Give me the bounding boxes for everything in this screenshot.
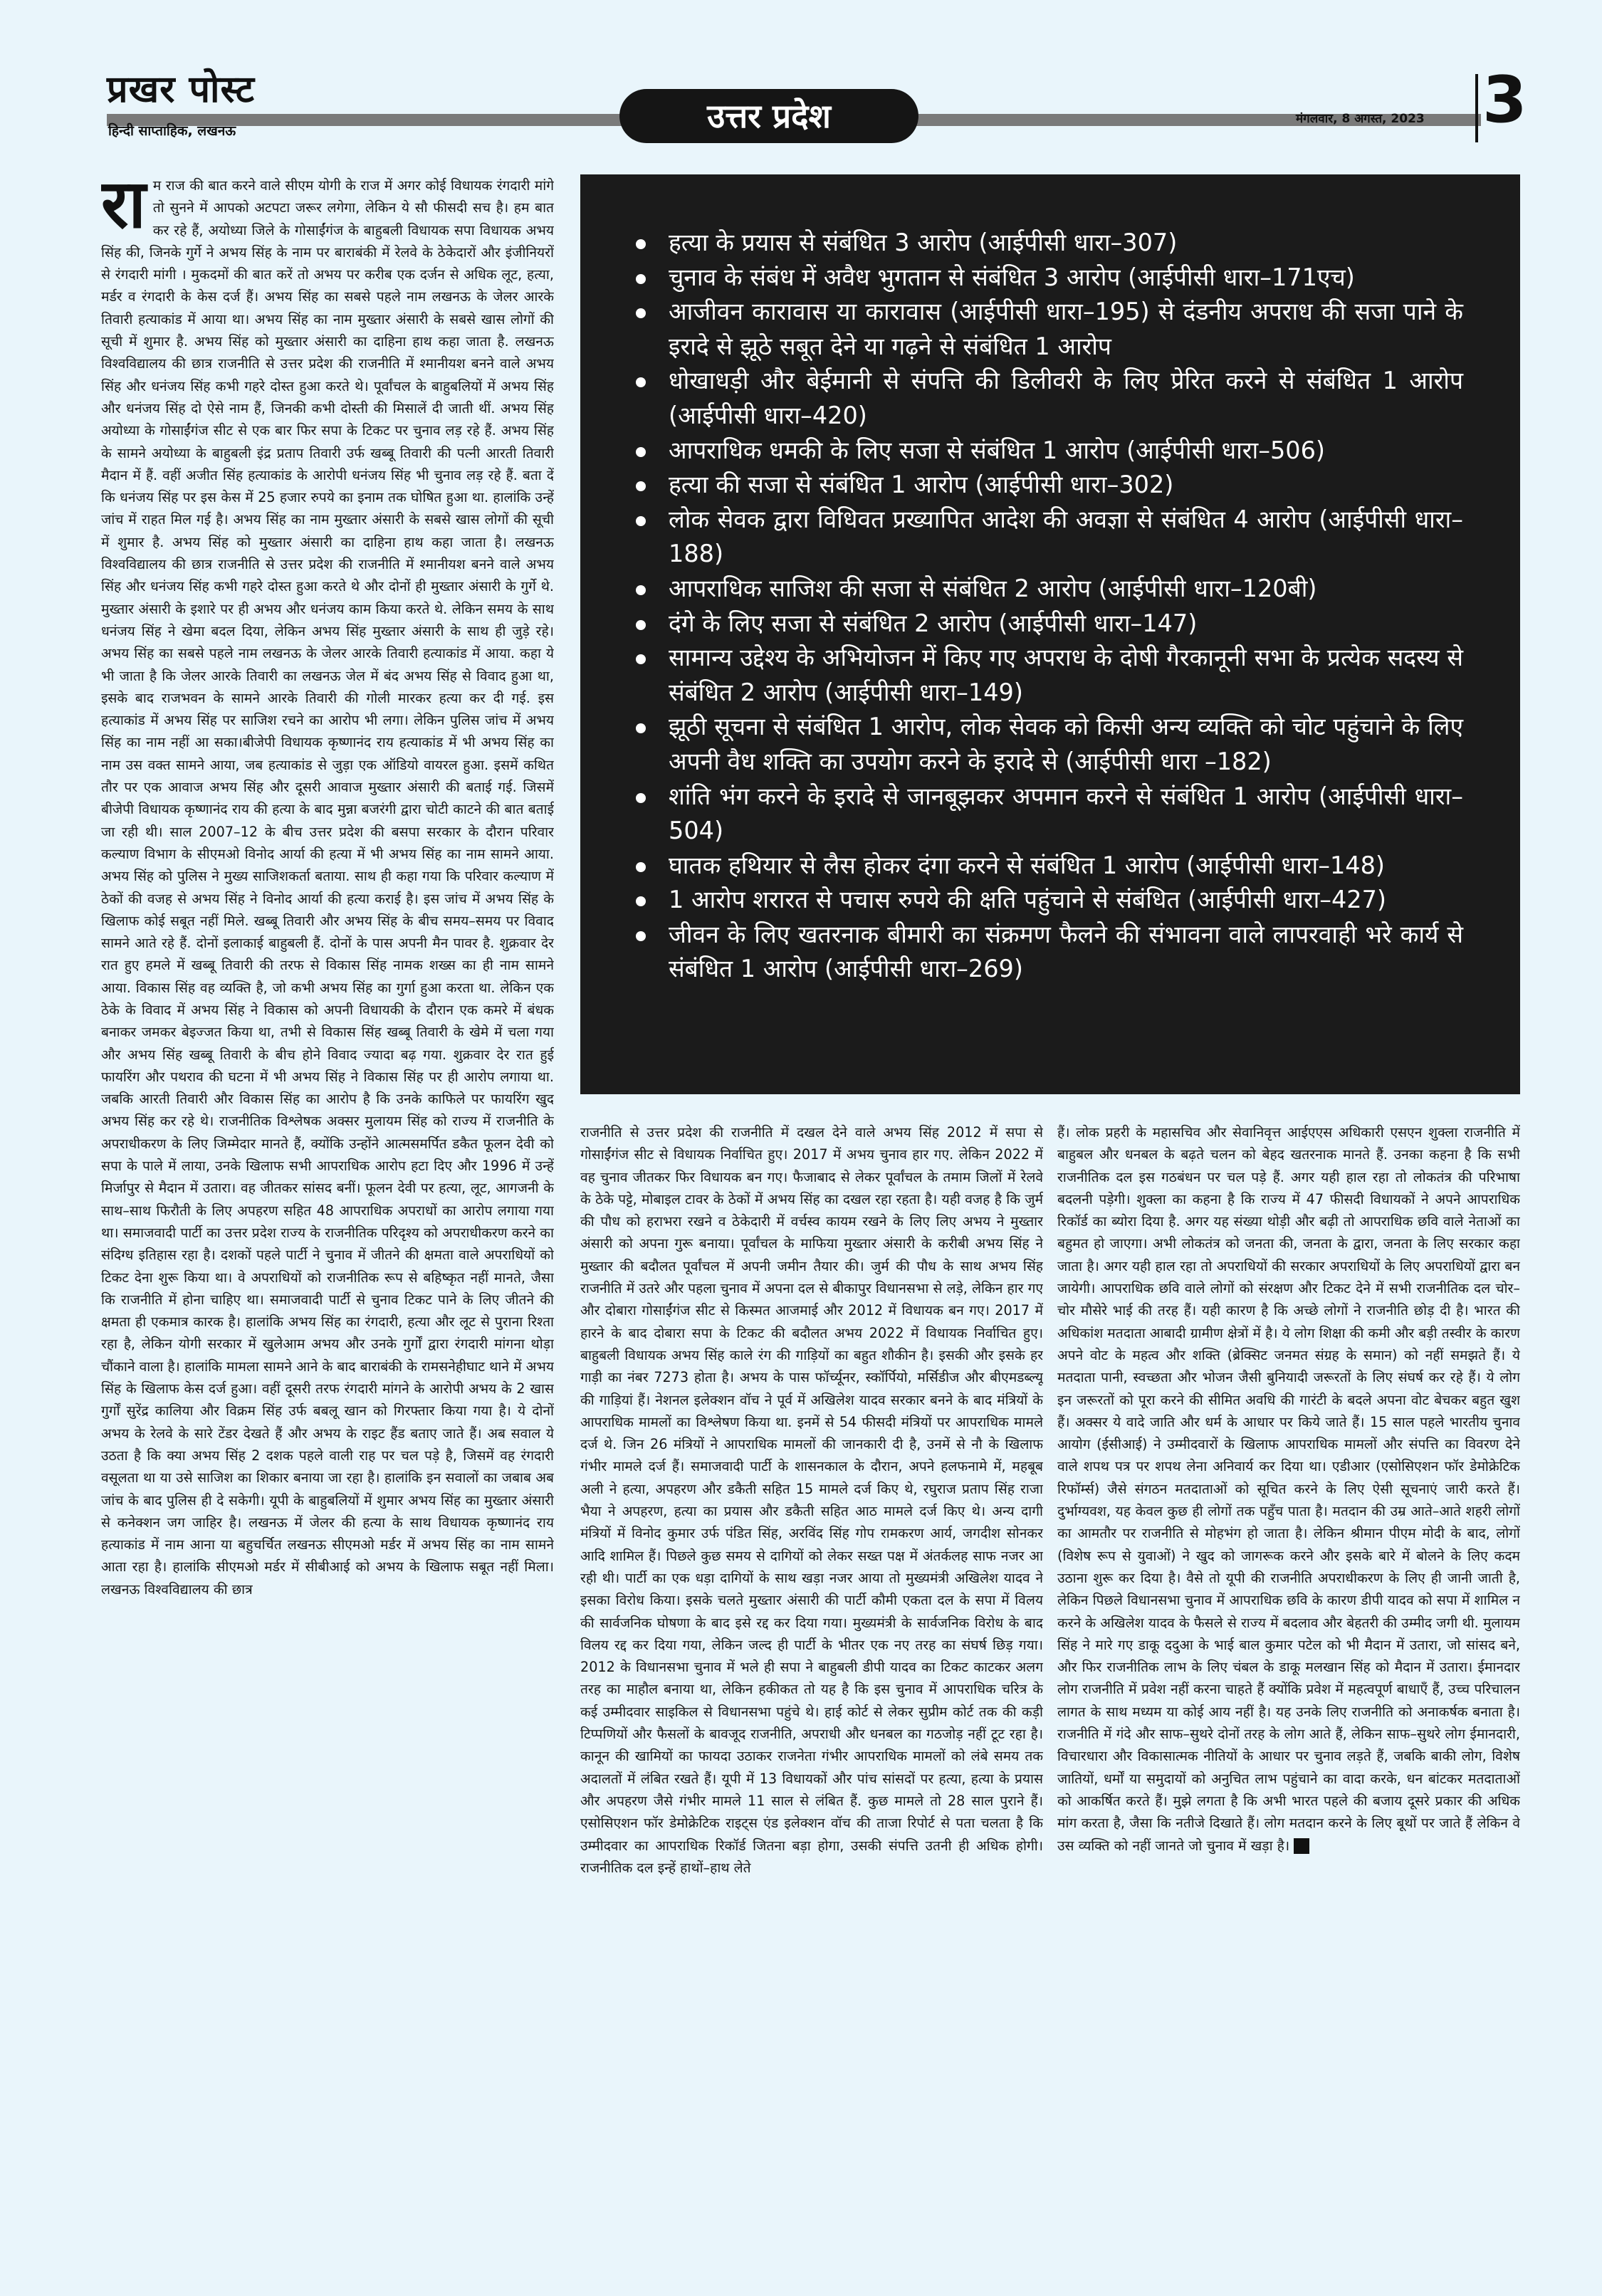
issue-date: मंगलवार, 8 अगस्त, 2023 (1296, 112, 1425, 126)
charge-item: आपराधिक साजिश की सजा से संबंधित 2 आरोप (आईपीसी धारा–120बी) (630, 572, 1463, 607)
page-number: 3 (1482, 63, 1527, 137)
charge-item: दंगे के लिए सजा से संबंधित 2 आरोप (आईपीसी धारा–147) (630, 607, 1463, 641)
column-1-text: म राज की बात करने वाले सीएम योगी के राज में अगर कोई विधायक रंगदारी मांगे तो सुनने में आपको अटपटा जरूर लगेगा, लेकिन ये सौ फीसदी सच है। हम बात कर रहे हैं, अयोध्या जिले के गोसाईंगंज के बाहुबली विधायक सपा विधायक अभय सिंह की, जिनके गुर्गे ने अभय सिंह के नाम पर बाराबंकी में रेलवे के ठेकेदारों और इंजीनियरों से रंगदारी मांगी । मुकदमों की बात करें तो अभय पर करीब एक दर्जन से अधिक लूट, हत्या, मर्डर व रंगदारी के केस दर्ज हैं। अभय सिंह का सबसे पहले नाम लखनऊ के जेलर आरके तिवारी हत्याकांड में आया था। अभय सिंह का नाम मुख्तार अंसारी के सबसे खास लोगों की सूची में शुमार है. अभय सिंह को मुख्तार अंसारी का दाहिना हाथ कहा जाता है. लखनऊ विश्वविद्यालय की छात्र राजनीति से उत्तर प्रदेश की राजनीति में श्मानीयश बनने वाले अभय सिंह और धनंजय सिंह कभी गहरे दोस्त हुआ करते थे। पूर्वांचल के बाहुबलियों में अभय सिंह और धनंजय सिंह दो ऐसे नाम हैं, जिनकी कभी दोस्ती की मिसालें दी जाती थीं. अभय सिंह अयोध्या के गोसाईंगंज सीट से एक बार फिर सपा के टिकट पर चुनाव लड़ रहे हैं. अभय सिंह के सामने अयोध्या के बाहुबली इंद्र प्रताप तिवारी उर्फ खब्बू तिवारी की पत्नी आरती तिवारी मैदान में हैं. वहीं अजीत सिंह हत्याकांड के आरोपी धनंजय सिंह भी चुनाव लड़ रहे हैं. बता दें कि धनंजय सिंह पर इस केस में 25 हजार रुपये का इनाम तक घोषित हुआ था. हालांकि उन्हें जांच में राहत मिल गई है। अभय सिंह का नाम मुख्तार अंसारी के सबसे खास लोगों की सूची में शुमार है. अभय सिंह को मुख्तार अंसारी का दाहिना हाथ कहा जाता है। लखनऊ विश्वविद्यालय की छात्र राजनीति से उत्तर प्रदेश की राजनीति में श्मानीयश बनने वाले अभय सिंह और धनंजय सिंह कभी गहरे दोस्त हुआ करते थे और दोनों ही मुख्तार अंसारी के गुर्गे थे. मुख्तार अंसारी के इशारे पर ही अभय और धनंजय काम किया करते थे. लेकिन समय के साथ धनंजय सिंह ने खेमा बदल दिया, लेकिन अभय सिंह मुख्तार अंसारी के साथ ही जुड़े रहे। अभय सिंह का सबसे पहले नाम लखनऊ के जेलर आरके तिवारी हत्याकांड में आया. कहा ये भी जाता है कि जेलर आरके तिवारी का लखनऊ जेल में बंद अभय सिंह से विवाद हुआ था, इसके बाद राजभवन के सामने आरके तिवारी की गोली मारकर हत्या कर दी गई. इस हत्याकांड में अभय सिंह पर साजिश रचने का आरोप भी लगा। लेकिन पुलिस जांच में अभय सिंह का नाम नहीं आ सका।बीजेपी विधायक कृष्णानंद राय हत्याकांड में भी अभय सिंह का नाम उस वक्त सामने आया, जब हत्याकांड से जुड़ा एक ऑडियो वायरल हुआ. इसमें कथित तौर पर एक आवाज अभय सिंह और दूसरी आवाज मुख्तार अंसारी की बताई गई. जिसमें बीजेपी विधायक कृष्णानंद राय की हत्या के बाद मुन्ना बजरंगी द्वारा चोटी काटने की बात बताई जा रही थी। साल 2007–12 के बीच उत्तर प्रदेश की बसपा सरकार के दौरान परिवार कल्याण विभाग के सीएमओ विनोद आर्या की हत्या में भी अभय सिंह का नाम सामने आया. अभय सिंह को पुलिस ने मुख्य साजिशकर्ता बताया. साथ ही कहा गया कि परिवार कल्याण में ठेकों की वजह से अभय सिंह ने विनोद आर्या की हत्या कराई है। इस जांच में अभय सिंह के खिलाफ कोई सबूत नहीं मिले. खब्बू तिवारी और अभय सिंह के बीच समय–समय पर विवाद सामने आते रहे हैं. दोनों इलाकाई बाहुबली हैं. दोनों के पास अपनी मैन पावर है. शुक्रवार देर रात हुए हमले में खब्बू तिवारी की तरफ से विकास सिंह नामक शख्स का ही नाम सामने आया. विकास सिंह वह व्यक्ति है, जो कभी अभय सिंह का गुर्गा हुआ करता था. लेकिन एक ठेके के विवाद में अभय सिंह ने विकास को अपनी विधायकी के दौरान एक कमरे में बंधक बनाकर जमकर बेइज्जत किया था, तभी से विकास सिंह खब्बू तिवारी के खेमे में चला गया और अभय सिंह खब्बू तिवारी के बीच होने विवाद ज्यादा बढ़ गया. शुक्रवार देर रात हुई फायरिंग और पथराव की घटना में भी अभय सिंह ने विकास सिंह पर ही आरोप लगाया था. जबकि आरती तिवारी और विकास सिंह का आरोप है कि उनके काफिले पर फायरिंग खुद अभय सिंह कर रहे थे। राजनीतिक विश्लेषक अक्सर मुलायम सिंह को राज्य में राजनीति के अपराधीकरण के लिए जिम्मेदार मानते हैं, क्योंकि उन्होंने आत्मसमर्पित डकैत फूलन देवी को सपा के पाले में लाया, उनके खिलाफ सभी आपराधिक आरोप हटा दिए और 1996 में उन्हें मिर्जापुर से मैदान में उतारा। वह जीतकर सांसद बनीं। फूलन देवी पर हत्या, लूट, आगजनी के साथ–साथ फिरौती के लिए अपहरण सहित 48 आपराधिक अपराधों का आरोप लगाया गया था। समाजवादी पार्टी का उत्तर प्रदेश राज्य के राजनीतिक परिदृश्य को अपराधीकरण करने का संदिग्ध इतिहास रहा है। दशकों पहले पार्टी ने चुनाव में जीतने की क्षमता वाले अपराधियों को टिकट देना शुरू किया था। वे अपराधियों को राजनीतिक रूप से बहिष्कृत नहीं मानते, जैसा कि राजनीति में होना चाहिए था। समाजवादी पार्टी से चुनाव टिकट पाने के लिए जीतने की क्षमता ही एकमात्र कारक है। हालांकि अभय सिंह का रंगदारी, हत्या और लूट से पुराना रिश्ता रहा है, लेकिन योगी सरकार में खुलेआम अभय और उनके गुर्गों द्वारा रंगदारी मांगना थोड़ा चौंकाने वाला है। हालांकि मामला सामने आने के बाद बाराबंकी के रामसनेहीघाट थाने में अभय सिंह के खिलाफ केस दर्ज हुआ। वहीं दूसरी तरफ रंगदारी मांगने के आरोपी अभय के 2 खास गुर्गों सुरेंद्र कालिया और विक्रम सिंह उर्फ बबलू खान को गिरफ्तार किया गया है। ये दोनों अभय के रेलवे के सारे टेंडर देखते हैं और अभय के राइट हैंड बताए जाते हैं। अब सवाल ये उठता है कि क्या अभय सिंह 2 दशक पहले वाली राह पर चल पड़े है, जिसमें वह रंगदारी वसूलता था या उसे साजिश का शिकार बनाया जा रहा है। हालांकि इन सवालों का जबाब अब जांच के बाद पुलिस ही दे सकेगी। यूपी के बाहुबलियों में शुमार अभय सिंह का मुख्तार अंसारी से कनेक्शन जग जाहिर है। लखनऊ में जेलर की हत्या के साथ विधायक कृष्णानंद राय हत्याकांड में नाम आना या बहुचर्चित लखनऊ सीएमओ मर्डर में अभय सिंह का नाम सामने आता रहा है। हालांकि सीएमओ मर्डर में सीबीआई को अभय के खिलाफ सबूत नहीं मिला। लखनऊ विश्वविद्यालय की छात्र (101, 177, 554, 1598)
charges-box (580, 174, 1520, 1094)
page-number-divider (1475, 74, 1478, 142)
charges-list (580, 174, 1520, 987)
charge-item: 1 आरोप शरारत से पचास रुपये की क्षति पहुंचाने से संबंधित (आईपीसी धारा–427) (630, 883, 1463, 918)
charge-item: हत्या के प्रयास से संबंधित 3 आरोप (आईपीसी धारा–307) (630, 226, 1463, 261)
article-paragraph-3 (1057, 1121, 1520, 1857)
charge-item: झूठी सूचना से संबंधित 1 आरोप, लोक सेवक को किसी अन्य व्यक्ति को चोट पहुंचाने के लिए अपनी वैध शक्ति का उपयोग करने के इरादे से (आईपीसी धारा –182) (630, 710, 1463, 779)
article-column-3 (1057, 1121, 1520, 2189)
masthead-brand: प्रखर पोस्ट (107, 68, 255, 111)
column-2-text: राजनीति से उत्तर प्रदेश की राजनीति में दखल देने वाले अभय सिंह 2012 में सपा से गोसाईंगंज सीट से विधायक निर्वाचित हुए। 2017 में अभय चुनाव हार गए. लेकिन 2022 में वह चुनाव जीतकर फिर विधायक बन गए। फैजाबाद से लेकर पूर्वांचल के तमाम जिलों में रेलवे के ठेके पट्टे, मोबाइल टावर के ठेकों में अभय सिंह का दखल रहा रहता है। यही वजह है कि जुर्म की पौध को हराभरा रखने व ठेकेदारी में वर्चस्व कायम रखने के लिए लिए अभय ने मुख्तार अंसारी को अपना गुरू बनाया। पूर्वांचल के माफिया मुख्तार अंसारी के करीबी अभय सिंह ने मुख्तार की बदौलत पूर्वांचल में अपनी जमीन तैयार की। जुर्म की पौध के साथ अभय सिंह राजनीति में उतरे और पहला चुनाव में अपना दल से बीकापुर विधानसभा से लड़े, लेकिन हार गए और दोबारा गोसाईंगंज सीट से किस्मत आजमाई और 2012 में विधायक बन गए। 2017 में हारने के बाद दोबारा सपा के टिकट की बदौलत अभय 2022 में विधायक निर्वाचित हुए। बाहुबली विधायक अभय सिंह काले रंग की गाड़ियों का बहुत शौकीन है। इसकी और इसके हर गाड़ी का नंबर 7273 होता है। अभय के पास फॉर्च्यूनर, स्कॉर्पियो, मर्सिडीज और बीएमडब्ल्यू की गाड़ियां हैं। नेशनल इलेक्शन वॉच ने पूर्व में अखिलेश यादव सरकार बनने के बाद मंत्रियों के आपराधिक मामलों का विश्लेषण किया था. इनमें से 54 फीसदी मंत्रियों पर आपराधिक मामले दर्ज थे. जिन 26 मंत्रियों ने आपराधिक मामलों की जानकारी दी है, उनमें से नौ के खिलाफ गंभीर मामले दर्ज हैं। समाजवादी पार्टी के शासनकाल के दौरान, अपने हलफनामे में, महबूब अली ने हत्या, अपहरण और डकैती सहित 15 मामले दर्ज किए थे, रघुराज प्रताप सिंह राजा भैया ने अपहरण, हत्या का प्रयास और डकैती सहित आठ मामले दर्ज किए थे। अन्य दागी मंत्रियों में विनोद कुमार उर्फ पंडित सिंह, अरविंद सिंह गोप रामकरण आर्य, जगदीश सोनकर आदि शामिल हैं। पिछले कुछ समय से दागियों को लेकर सख्त पक्ष में अंतर्कलह साफ नजर आ रही थी। पार्टी का एक धड़ा दागियों के साथ खड़ा नजर आया तो मुख्यमंत्री अखिलेश यादव ने इसका विरोध किया। इसके चलते मुख्तार अंसारी की पार्टी कौमी एकता दल के सपा में विलय की सार्वजनिक घोषणा के बाद इसे रद्द कर दिया गया। मुख्यमंत्री के सार्वजनिक विरोध के बाद विलय रद्द कर दिया गया, लेकिन जल्द ही पार्टी के भीतर एक नए तरह का संघर्ष छिड़ गया। 2012 के विधानसभा चुनाव में भले ही सपा ने बाहुबली डीपी यादव का टिकट काटकर अलग तरह का माहौल बनाया था, लेकिन हकीकत तो यह है कि इस चुनाव में आपराधिक चरित्र के कई उम्मीदवार साइकिल से विधानसभा पहुंचे थे। हाई कोर्ट से लेकर सुप्रीम कोर्ट तक की कड़ी टिप्पणियों और फैसलों के बावजूद राजनीति, अपराधी और धनबल का गठजोड़ नहीं टूट रहा है। कानून की खामियों का फायदा उठाकर राजनेता गंभीर आपराधिक मामलों को लंबे समय तक अदालतों में लंबित रखते हैं। यूपी में 13 विधायकों और पांच सांसदों पर हत्या, हत्या के प्रयास और अपहरण जैसे गंभीर मामले 11 साल से लंबित हैं. कुछ मामले तो 28 साल पुराने हैं। एसोसिएशन फॉर डेमोक्रेटिक राइट्स एंड इलेक्शन वॉच की ताजा रिपोर्ट से पता चलता है कि उम्मीदवार का आपराधिक रिकॉर्ड जितना बड़ा होगा, उसकी संपत्ति उतनी ही अधिक होगी। राजनीतिक दल इन्हें हाथों–हाथ लेते (580, 1124, 1043, 1876)
charge-item: शांति भंग करने के इरादे से जानबूझकर अपमान करने से संबंधित 1 आरोप (आईपीसी धारा–504) (630, 780, 1463, 849)
charge-item: हत्या की सजा से संबंधित 1 आरोप (आईपीसी धारा–302) (630, 468, 1463, 503)
masthead-subtitle: हिन्दी साप्ताहिक, लखनऊ (108, 123, 236, 139)
article-column-1 (101, 174, 554, 2196)
charge-item: चुनाव के संबंध में अवैध भुगतान से संबंधित 3 आरोप (आईपीसी धारा–171एच) (630, 261, 1463, 295)
article-column-2 (580, 1121, 1043, 2189)
charge-item: सामान्य उद्देश्य के अभियोजन में किए गए अपराध के दोषी गैरकानूनी सभा के प्रत्येक सदस्य से संबंधित 2 आरोप (आईपीसी धारा–149) (630, 641, 1463, 710)
charge-item: लोक सेवक द्वारा विधिवत प्रख्यापित आदेश की अवज्ञा से संबंधित 4 आरोप (आईपीसी धारा–188) (630, 503, 1463, 572)
charge-item: जीवन के लिए खतरनाक बीमारी का संक्रमण फैलने की संभावना वाले लापरवाही भरे कार्य से संबंधित 1 आरोप (आईपीसी धारा–269) (630, 918, 1463, 987)
end-mark (1294, 1838, 1309, 1854)
charge-item: आपराधिक धमकी के लिए सजा से संबंधित 1 आरोप (आईपीसी धारा–506) (630, 434, 1463, 468)
charge-item: घातक हथियार से लैस होकर दंगा करने से संबंधित 1 आरोप (आईपीसी धारा–148) (630, 849, 1463, 884)
section-title: उत्तर प्रदेश (619, 89, 918, 143)
charge-item: आजीवन कारावास या कारावास (आईपीसी धारा–195) से दंडनीय अपराध की सजा पाने के इरादे से झूठे सबूत देने या गढ़ने से संबंधित 1 आरोप (630, 295, 1463, 364)
charge-item: धोखाधड़ी और बेईमानी से संपत्ति की डिलीवरी के लिए प्रेरित करने से संबंधित 1 आरोप (आईपीसी धारा–420) (630, 364, 1463, 433)
article-paragraph-1 (101, 174, 554, 1600)
drop-cap: रा (101, 174, 146, 243)
column-3-text: हैं। लोक प्रहरी के महासचिव और सेवानिवृत्त आईएएस अधिकारी एसएन शुक्ला राजनीति में बाहुबल और धनबल के बढ़ते चलन को बेहद खतरनाक मानते हैं. उनका कहना है कि सभी राजनीतिक दल इस गठबंधन पर चल पड़े हैं. अगर यही हाल रहा तो लोकतंत्र की परिभाषा बदलनी पड़ेगी। शुक्ला का कहना है कि राज्य में 47 फीसदी विधायकों ने अपने आपराधिक रिकॉर्ड का ब्योरा दिया है. अगर यह संख्या थोड़ी और बढ़ी तो आपराधिक छवि वाले नेताओं का बहुमत हो जाएगा। अभी लोकतंत्र को जनता की, जनता के द्वारा, जनता के लिए सरकार कहा जाता है। अगर यही हाल रहा तो अपराधियों की सरकार अपराधियों के लिए अपराधियों द्वारा बन जायेगी। आपराधिक छवि वाले लोगों को संरक्षण और टिकट देने में सभी राजनीतिक दल चोर–चोर मौसेरे भाई की तरह हैं। यही कारण है कि अच्छे लोगों ने राजनीति छोड़ दी है। भारत की अधिकांश मतदाता आबादी ग्रामीण क्षेत्रों में है। ये लोग शिक्षा की कमी और बड़ी तस्वीर के कारण अपने वोट के महत्व और शक्ति (ब्रेक्सिट जनमत संग्रह के समान) को नहीं समझते हैं। ये मतदाता पानी, स्वच्छता और भोजन जैसी बुनियादी जरूरतों के लिए संघर्ष कर रहे हैं। ये लोग इन जरूरतों को पूरा करने की सीमित अवधि की गारंटी के बदले अपना वोट बेचकर बहुत खुश हैं। अक्सर ये वादे जाति और धर्म के आधार पर किये जाते हैं। 15 साल पहले भारतीय चुनाव आयोग (ईसीआई) ने उम्मीदवारों के खिलाफ आपराधिक मामलों और संपत्ति का विवरण देने वाले शपथ पत्र पर शपथ लेना अनिवार्य कर दिया था। एडीआर (एसोसिएशन फॉर डेमोक्रेटिक रिफॉर्म्स) जैसे संगठन मतदाताओं को सूचित करने के लिए ऐसी सूचनाएं जारी करते हैं। दुर्भाग्यवश, यह केवल कुछ ही लोगों तक पहुँच पाता है। मतदान की उम्र आते–आते शहरी लोगों का आमतौर पर राजनीति से मोहभंग हो जाता है। लेकिन श्रीमान पीएम मोदी के बाद, लोगों (विशेष रूप से युवाओं) ने खुद को जागरूक करने और इसके बारे में बोलने के लिए कदम उठाना शुरू कर दिया है। वैसे तो यूपी की राजनीति अपराधीकरण के लिए ही जानी जाती है, लेकिन पिछले विधानसभा चुनाव में आपराधिक छवि के कारण डीपी यादव को सपा में शामिल न करने के अखिलेश यादव के फैसले से राज्य में बदलाव और बेहतरी की उम्मीद जगी थी. मुलायम सिंह ने मारे गए डाकू ददुआ के भाई बाल कुमार पटेल को भी मैदान में उतारा, जो सांसद बने, और फिर राजनीतिक लाभ के लिए चंबल के डाकू मलखान सिंह को मैदान में उतारा। ईमानदार लोग राजनीति में प्रवेश नहीं करना चाहते हैं क्योंकि प्रवेश में महत्वपूर्ण बाधाएँ हैं, उच्च परिचालन लागत के साथ मध्यम या कोई आय नहीं है। यह उनके लिए राजनीति को अनाकर्षक बनाता है। राजनीति में गंदे और साफ–सुथरे दोनों तरह के लोग आते हैं, लेकिन साफ–सुथरे लोग ईमानदारी, विचारधारा और विकासात्मक नीतियों के आधार पर चुनाव लड़ते हैं, जबकि बाकी लोग, विशेष जातियों, धर्मों या समुदायों को अनुचित लाभ पहुंचाने का वादा करके, धन बांटकर मतदाताओं को आकर्षित करते हैं। मुझे लगता है कि अभी भारत पहले की बजाय दूसरे प्रकार की अधिक मांग करता है, जैसा कि नतीजे दिखाते हैं। लोग मतदान करने के लिए बूथों पर जाते हैं लेकिन वे उस व्यक्ति को नहीं जानते जो चुनाव में खड़ा है। (1057, 1124, 1520, 1854)
